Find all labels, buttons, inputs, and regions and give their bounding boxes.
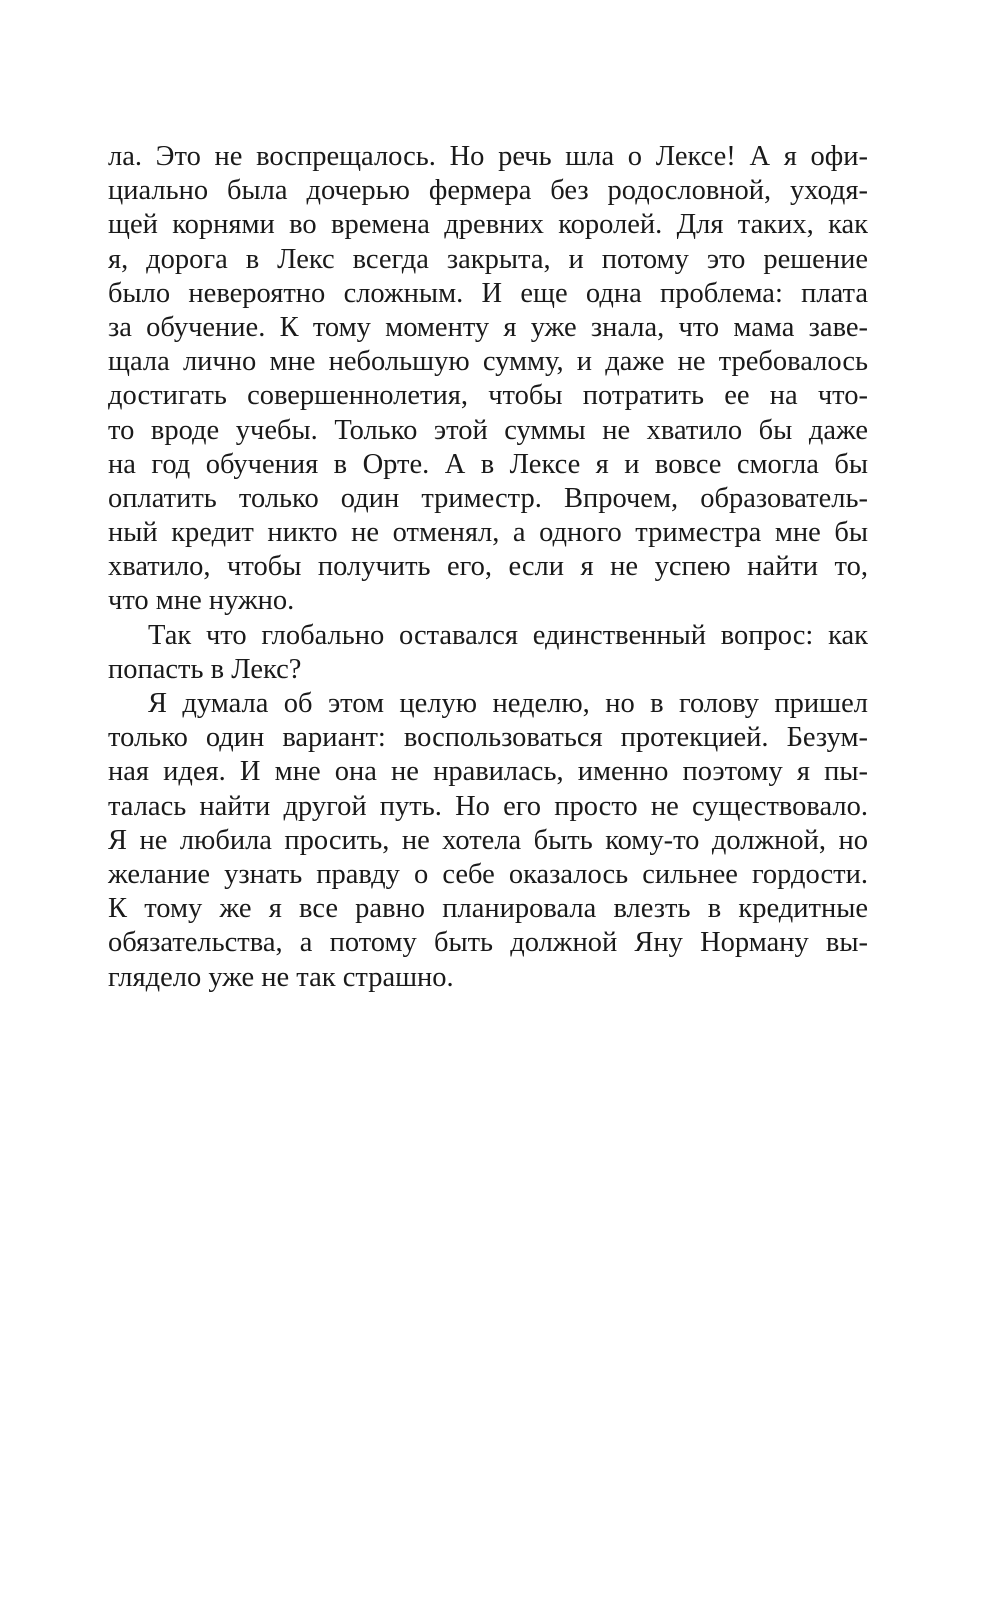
text-line: обязательства, а потому быть должной Яну Норману вы- bbox=[108, 927, 868, 959]
text-line: ная идея. И мне она не нравилась, именно поэтому я пы- bbox=[108, 756, 868, 788]
text-line: желание узнать правду о себе оказалось сильнее гордости. bbox=[108, 858, 868, 890]
paragraph-first-line: Я думала об этом целую неделю, но в голову пришел bbox=[148, 688, 868, 719]
text-line: я, дорога в Лекс всегда закрыта, и потому это решение bbox=[108, 243, 868, 275]
body-text bbox=[108, 140, 868, 995]
text-line: глядело уже не так страшно. bbox=[108, 961, 454, 993]
text-line: ла. Это не воспрещалось. Но речь шла о Лексе! А я офи- bbox=[108, 141, 868, 172]
text-line: ный кредит никто не отменял, а одного триместра мне бы bbox=[108, 517, 868, 549]
text-line: то вроде учебы. Только этой суммы не хватило бы даже bbox=[108, 414, 868, 446]
text-line: талась найти другой путь. Но его просто не существовало. bbox=[108, 790, 868, 822]
text-line: за обучение. К тому моменту я уже знала, что мама заве- bbox=[108, 311, 868, 343]
text-line: циально была дочерью фермера без родословной, уходя- bbox=[108, 175, 868, 207]
text-line: попасть в Лекс? bbox=[108, 653, 302, 685]
text-line: что мне нужно. bbox=[108, 585, 295, 617]
paragraph-first-line: Так что глобально оставался единственный вопрос: как bbox=[148, 619, 868, 651]
text-line: достигать совершеннолетия, чтобы потратить ее на что- bbox=[108, 380, 868, 412]
text-line: оплатить только один триместр. Впрочем, образователь- bbox=[108, 482, 868, 514]
text-line: К тому же я все равно планировала влезть в кредитные bbox=[108, 893, 868, 925]
text-line: хватило, чтобы получить его, если я не успею найти то, bbox=[108, 551, 868, 583]
text-line: Я не любила просить, не хотела быть кому-то должной, но bbox=[108, 824, 868, 856]
text-line: щала лично мне небольшую сумму, и даже не требовалось bbox=[108, 346, 868, 378]
text-line: было невероятно сложным. И еще одна проблема: плата bbox=[108, 277, 868, 309]
text-line: только один вариант: воспользоваться протекцией. Безум- bbox=[108, 722, 868, 754]
text-line: на год обучения в Орте. А в Лексе я и вовсе смогла бы bbox=[108, 448, 868, 480]
text-line: щей корнями во времена древних королей. Для таких, как bbox=[108, 209, 868, 241]
